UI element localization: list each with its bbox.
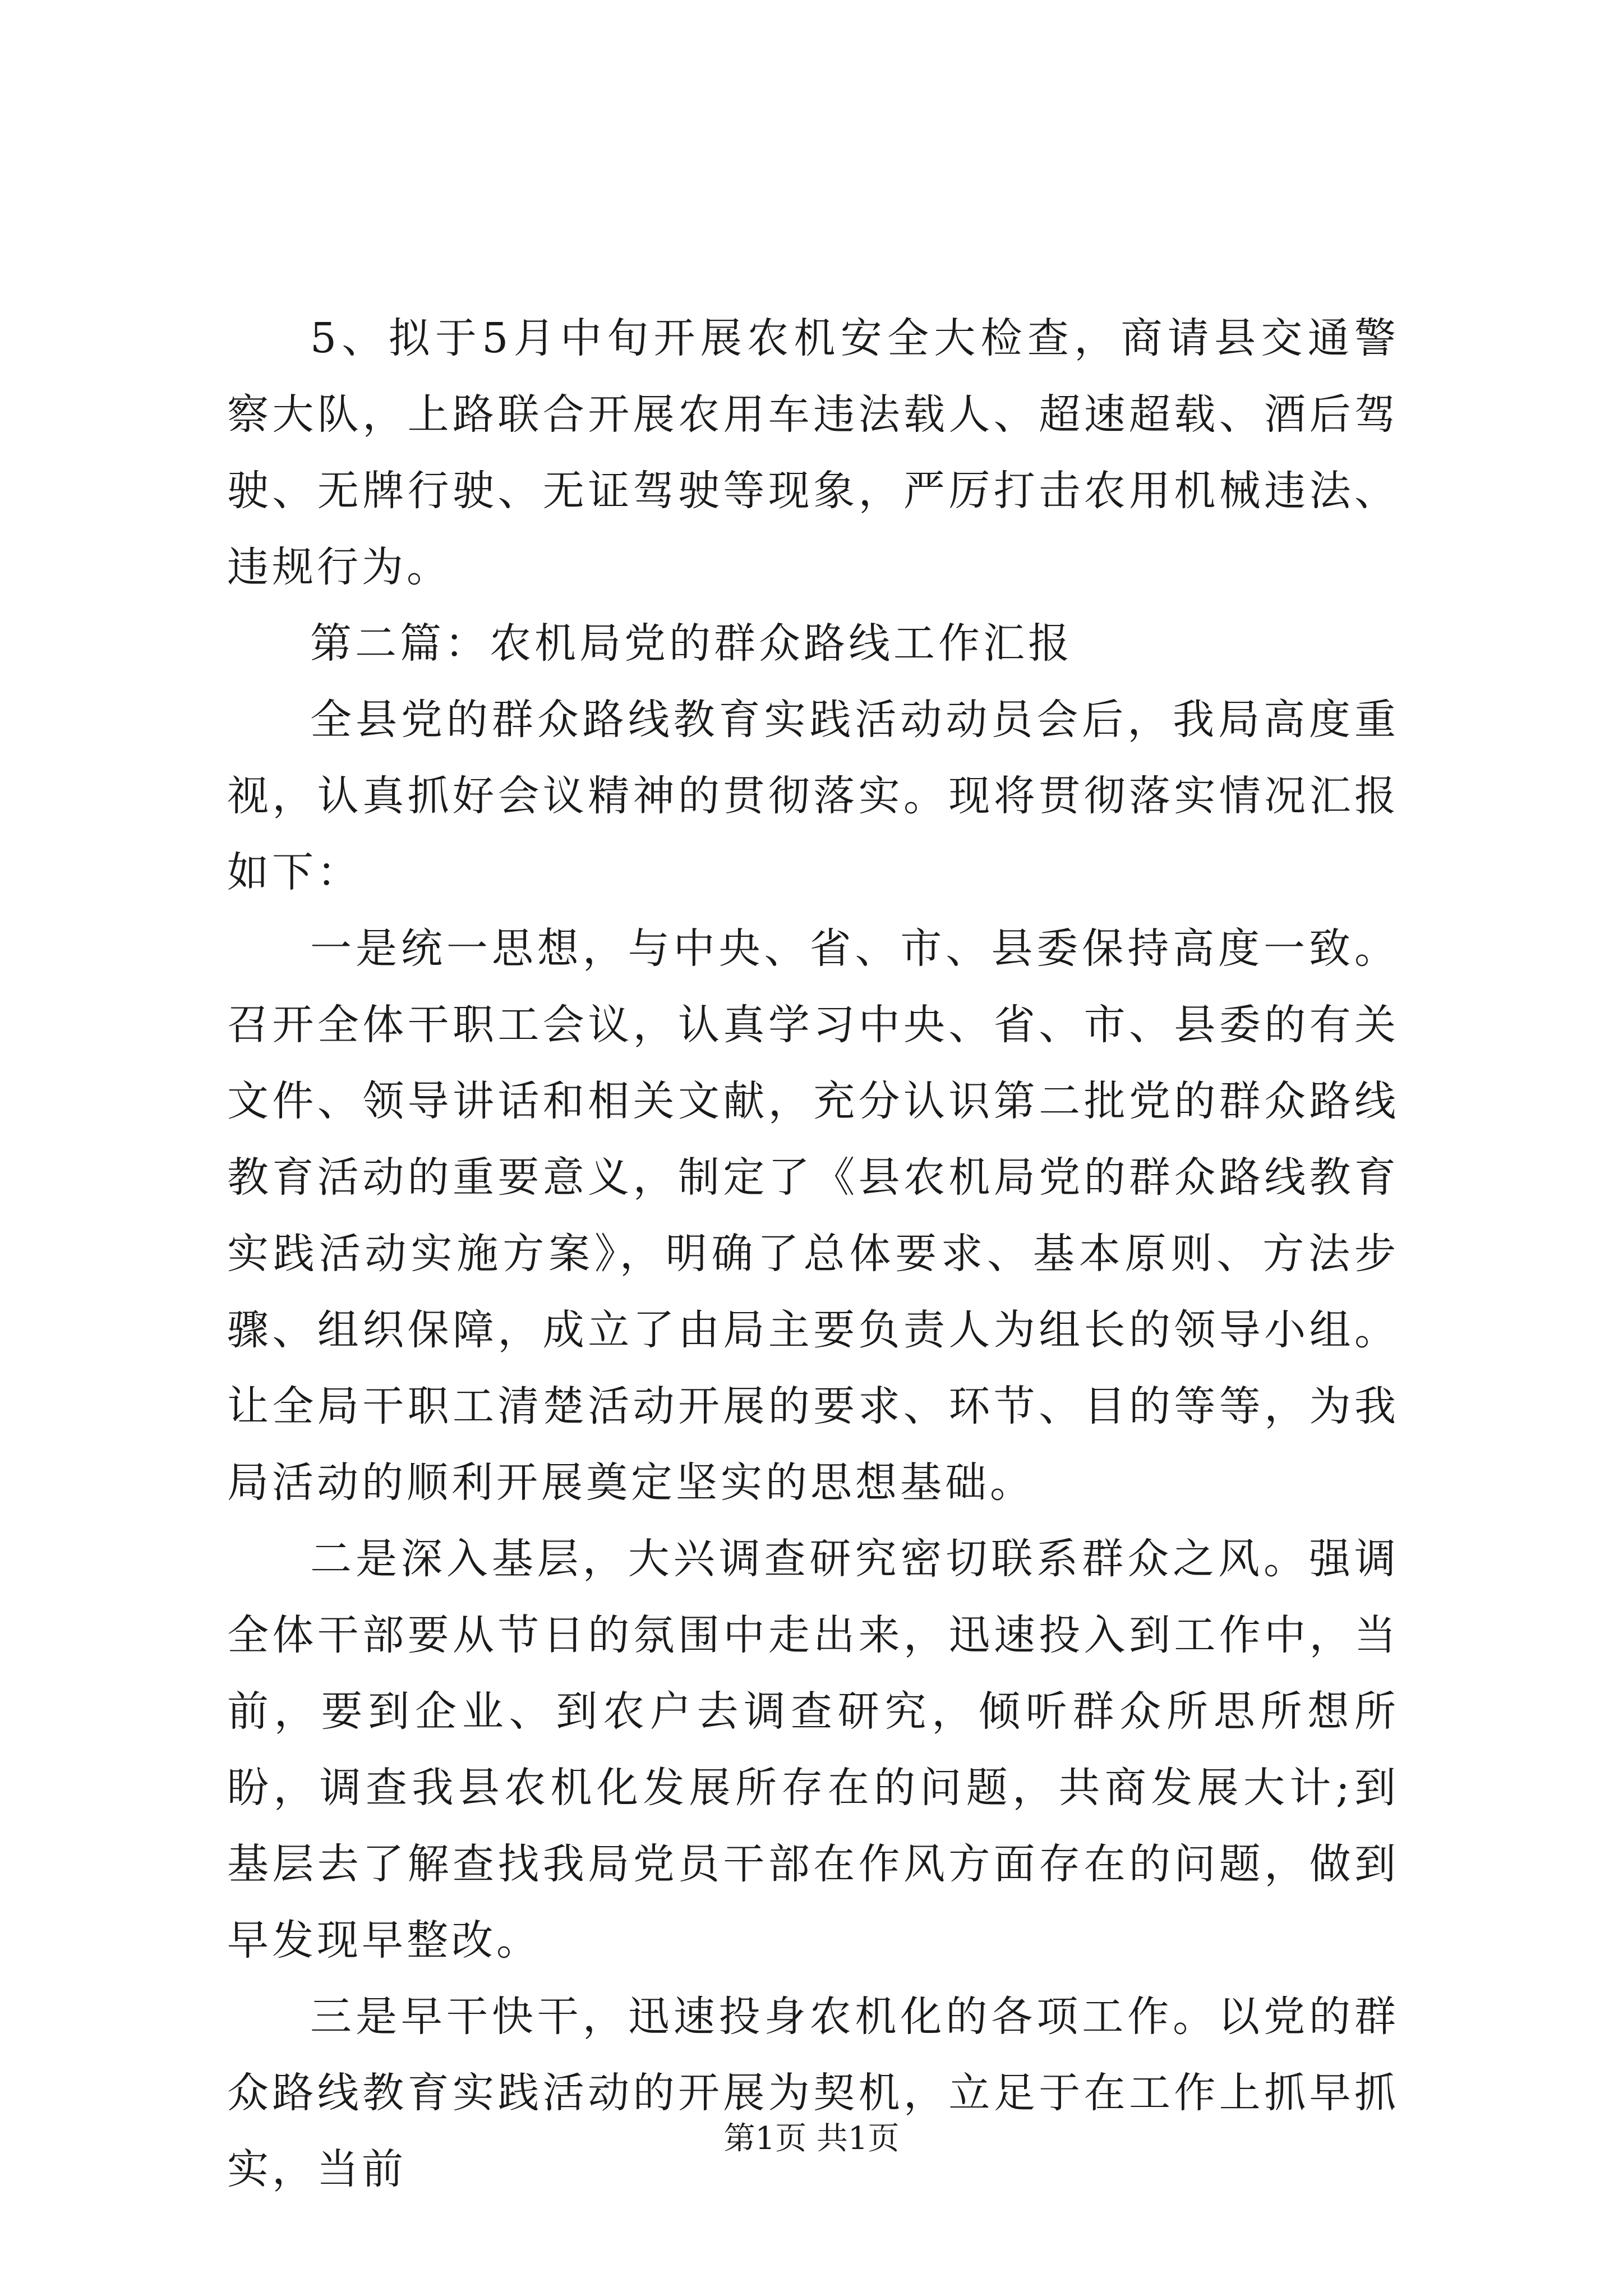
paragraph-item-1: 5、拟于5月中旬开展农机安全大检查，商请县交通警察大队，上路联合开展农用车违法载人、超速超载、酒后驾驶、无牌行驶、无证驾驶等现象，严厉打击农用机械违法、违规行为。 xyxy=(227,314,1399,591)
section-heading: 第二篇：农机局党的群众路线工作汇报 xyxy=(310,619,1073,668)
paragraph-item-4: 二是深入基层，大兴调查研究密切联系群众之风。强调全体干部要从节日的氛围中走出来，迅速投入到工作中，当前，要到企业、到农户去调查研究，倾听群众所思所想所盼，调查我县农机化发展所存在的问题，共商发展大计;到基层去了解查找我局党员干部在作风方面存在的问题，做到早发现早整改。 xyxy=(227,1535,1399,1964)
document-body xyxy=(227,300,1399,2207)
paragraph-item-3: 一是统一思想，与中央、省、市、县委保持高度一致。召开全体干职工会议，认真学习中央、省、市、县委的有关文件、领导讲话和相关文献，充分认识第二批党的群众路线教育活动的重要意义，制定了《县农机局党的群众路线教育实践活动实施方案》，明确了总体要求、基本原则、方法步骤、组织保障，成立了由局主要负责人为组长的领导小组。让全局干职工清楚活动开展的要求、环节、目的等等，为我局活动的顺利开展奠定坚实的思想基础。 xyxy=(227,924,1399,1507)
paragraph-item-5: 三是早干快干，迅速投身农机化的各项工作。以党的群众路线教育实践活动的开展为契机，立足于在工作上抓早抓实，当前 xyxy=(227,1993,1399,2193)
paragraph-item-2: 全县党的群众路线教育实践活动动员会后，我局高度重视，认真抓好会议精神的贯彻落实。现将贯彻落实情况汇报如下： xyxy=(227,696,1399,896)
page-footer: 第1页 共1页 xyxy=(723,2120,900,2157)
